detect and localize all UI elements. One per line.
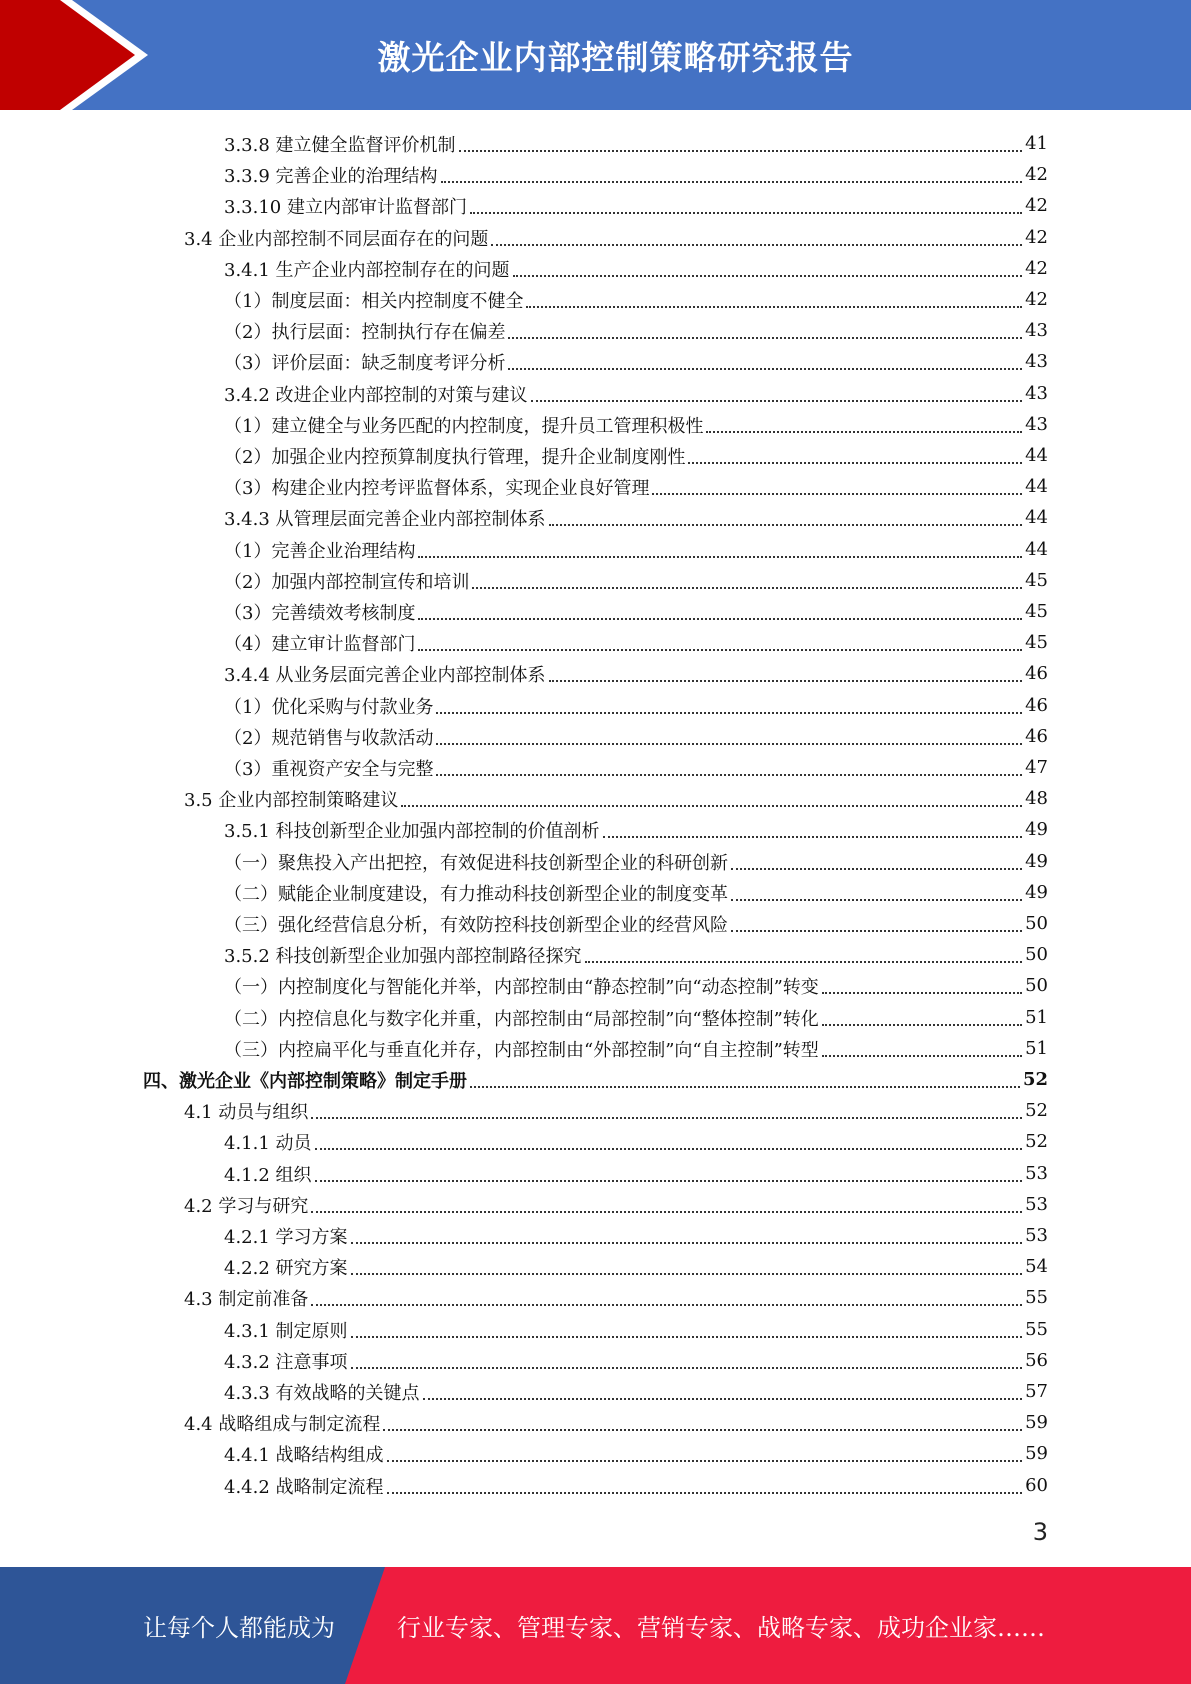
toc-entry[interactable] — [224, 1376, 1048, 1407]
toc-entry-label: （2）规范销售与收款活动 — [224, 727, 434, 749]
toc-entry-page: 56 — [1025, 1350, 1048, 1371]
toc-entry[interactable] — [224, 939, 1048, 970]
toc-entry-label: （一）内控制度化与智能化并举，内部控制由“静态控制”向“动态控制”转变 — [224, 976, 819, 998]
toc-entry-page: 46 — [1025, 663, 1048, 684]
toc-entry-label: 4.1.1 动员 — [224, 1132, 312, 1154]
toc-entry-label: （1）制度层面：相关内控制度不健全 — [224, 290, 524, 312]
toc-entry-page: 59 — [1025, 1443, 1048, 1464]
toc-entry[interactable] — [184, 1095, 1048, 1126]
toc-entry-label: 4.3.1 制定原则 — [224, 1320, 348, 1342]
toc-entry[interactable] — [224, 502, 1048, 533]
toc-entry-page: 55 — [1025, 1319, 1048, 1340]
toc-entry-label: 3.3.8 建立健全监督评价机制 — [224, 134, 456, 156]
toc-leader-dots — [472, 587, 1022, 589]
toc-leader-dots — [470, 212, 1022, 214]
toc-entry-page: 57 — [1025, 1381, 1048, 1402]
toc-entry-page: 44 — [1025, 539, 1048, 560]
toc-entry-label: 4.1.2 组织 — [224, 1164, 312, 1186]
toc-leader-dots — [822, 1024, 1022, 1026]
toc-entry-page: 60 — [1025, 1475, 1048, 1496]
toc-entry-page: 43 — [1025, 351, 1048, 372]
toc-entry-label: （一）聚焦投入产出把控，有效促进科技创新型企业的科研创新 — [224, 852, 728, 874]
toc-entry-page: 52 — [1022, 1069, 1048, 1090]
toc-entry[interactable] — [224, 534, 1048, 565]
toc-entry[interactable] — [224, 1126, 1048, 1157]
footer-slogan-left: 让每个人都能成为 — [143, 1614, 335, 1642]
toc-leader-dots — [311, 1211, 1022, 1213]
toc-entry-page: 59 — [1025, 1412, 1048, 1433]
toc-entry[interactable] — [224, 1314, 1048, 1345]
toc-entry-page: 51 — [1025, 1038, 1048, 1059]
toc-entry-page: 44 — [1025, 476, 1048, 497]
toc-entry-label: （2）执行层面：控制执行存在偏差 — [224, 321, 506, 343]
toc-leader-dots — [387, 1460, 1023, 1462]
toc-entry[interactable] — [224, 1438, 1048, 1469]
toc-leader-dots — [508, 368, 1022, 370]
toc-leader-dots — [315, 1180, 1023, 1182]
toc-leader-dots — [470, 1086, 1020, 1088]
toc-leader-dots — [423, 1398, 1023, 1400]
toc-leader-dots — [491, 244, 1022, 246]
toc-entry-label: 3.3.9 完善企业的治理结构 — [224, 165, 438, 187]
toc-entry-label: （二）赋能企业制度建设，有力推动科技创新型企业的制度变革 — [224, 883, 728, 905]
toc-leader-dots — [315, 1148, 1023, 1150]
toc-entry-label: 3.4.3 从管理层面完善企业内部控制体系 — [224, 508, 546, 530]
toc-entry-page: 44 — [1025, 507, 1048, 528]
toc-leader-dots — [418, 618, 1022, 620]
toc-entry-label: 3.4 企业内部控制不同层面存在的问题 — [184, 228, 489, 250]
toc-entry[interactable] — [224, 846, 1048, 877]
toc-leader-dots — [311, 1117, 1022, 1119]
toc-leader-dots — [731, 899, 1022, 901]
toc-entry-label: （二）内控信息化与数字化并重，内部控制由“局部控制”向“整体控制”转化 — [224, 1008, 819, 1030]
toc-entry[interactable] — [184, 1282, 1048, 1313]
toc-leader-dots — [387, 1492, 1023, 1494]
toc-entry[interactable] — [224, 378, 1048, 409]
toc-leader-dots — [436, 774, 1022, 776]
toc-entry[interactable] — [224, 284, 1048, 315]
footer-slogan-right: 行业专家、管理专家、营销专家、战略专家、成功企业家…… — [397, 1614, 1045, 1642]
toc-entry[interactable] — [224, 565, 1048, 596]
toc-entry-page: 47 — [1025, 757, 1048, 778]
toc-entry[interactable] — [224, 970, 1048, 1001]
toc-entry-page: 43 — [1025, 414, 1048, 435]
toc-entry-page: 50 — [1025, 944, 1048, 965]
toc-entry-label: （三）强化经营信息分析，有效防控科技创新型企业的经营风险 — [224, 914, 728, 936]
toc-entry-page: 43 — [1025, 320, 1048, 341]
toc-entry-label: 4.3 制定前准备 — [184, 1288, 309, 1310]
toc-entry-label: 4.4.1 战略结构组成 — [224, 1444, 384, 1466]
toc-entry[interactable] — [224, 908, 1048, 939]
page-header — [0, 0, 1191, 110]
toc-entry-page: 45 — [1025, 570, 1048, 591]
page-footer — [0, 1567, 1191, 1684]
toc-entry[interactable] — [224, 440, 1048, 471]
toc-entry-label: 4.4.2 战略制定流程 — [224, 1476, 384, 1498]
toc-leader-dots — [351, 1273, 1023, 1275]
toc-entry[interactable] — [224, 1002, 1048, 1033]
toc-leader-dots — [652, 493, 1022, 495]
toc-entry-label: （三）内控扁平化与垂直化并存，内部控制由“外部控制”向“自主控制”转型 — [224, 1039, 819, 1061]
toc-leader-dots — [549, 680, 1023, 682]
toc-entry-page: 45 — [1025, 601, 1048, 622]
toc-entry-label: 4.2.2 研究方案 — [224, 1257, 348, 1279]
toc-entry-page: 45 — [1025, 632, 1048, 653]
toc-leader-dots — [731, 930, 1022, 932]
toc-entry-page: 49 — [1025, 882, 1048, 903]
toc-leader-dots — [311, 1304, 1022, 1306]
toc-entry-label: 4.2 学习与研究 — [184, 1195, 309, 1217]
toc-leader-dots — [822, 992, 1022, 994]
toc-entry-label: 3.4.2 改进企业内部控制的对策与建议 — [224, 384, 528, 406]
toc-leader-dots — [731, 868, 1022, 870]
toc-entry[interactable] — [224, 690, 1048, 721]
toc-entry[interactable] — [224, 1033, 1048, 1064]
toc-entry-page: 50 — [1025, 913, 1048, 934]
toc-leader-dots — [459, 150, 1023, 152]
toc-entry[interactable] — [224, 471, 1048, 502]
toc-entry-page: 51 — [1025, 1007, 1048, 1028]
toc-entry-label: 4.3.2 注意事项 — [224, 1351, 348, 1373]
toc-entry[interactable] — [184, 1189, 1048, 1220]
toc-entry-label: （1）建立健全与业务匹配的内控制度，提升员工管理积极性 — [224, 415, 704, 437]
toc-entry-page: 53 — [1025, 1163, 1048, 1184]
toc-entry[interactable] — [224, 658, 1048, 689]
toc-leader-dots — [585, 961, 1023, 963]
toc-leader-dots — [383, 1429, 1022, 1431]
toc-leader-dots — [436, 743, 1022, 745]
toc-entry[interactable] — [224, 1345, 1048, 1376]
toc-entry-page: 46 — [1025, 726, 1048, 747]
toc-entry[interactable] — [143, 1064, 1048, 1095]
toc-entry-page: 53 — [1025, 1194, 1048, 1215]
toc-leader-dots — [531, 400, 1023, 402]
toc-leader-dots — [418, 556, 1022, 558]
toc-entry-label: （4）建立审计监督部门 — [224, 633, 416, 655]
toc-leader-dots — [418, 649, 1022, 651]
toc-leader-dots — [526, 306, 1022, 308]
toc-entry[interactable] — [224, 190, 1048, 221]
toc-entry-page: 41 — [1025, 133, 1048, 154]
toc-entry-page: 50 — [1025, 975, 1048, 996]
toc-entry-label: 3.5.2 科技创新型企业加强内部控制路径探究 — [224, 945, 582, 967]
toc-leader-dots — [603, 836, 1023, 838]
toc-entry[interactable] — [224, 346, 1048, 377]
toc-entry-label: 3.5.1 科技创新型企业加强内部控制的价值剖析 — [224, 820, 600, 842]
toc-leader-dots — [351, 1336, 1023, 1338]
toc-entry[interactable] — [224, 627, 1048, 658]
toc-entry-page: 49 — [1025, 851, 1048, 872]
toc-entry-page: 42 — [1025, 289, 1048, 310]
toc-entry-page: 49 — [1025, 819, 1048, 840]
toc-entry-label: （2）加强企业内控预算制度执行管理，提升企业制度刚性 — [224, 446, 686, 468]
toc-entry-page: 42 — [1025, 258, 1048, 279]
toc-entry[interactable] — [224, 752, 1048, 783]
toc-entry-label: （2）加强内部控制宣传和培训 — [224, 571, 470, 593]
toc-entry[interactable] — [184, 1407, 1048, 1438]
toc-entry[interactable] — [224, 596, 1048, 627]
toc-entry[interactable] — [184, 222, 1048, 253]
toc-entry[interactable] — [224, 721, 1048, 752]
toc-entry-page: 48 — [1025, 788, 1048, 809]
toc-leader-dots — [441, 181, 1023, 183]
toc-entry-label: 3.4.4 从业务层面完善企业内部控制体系 — [224, 664, 546, 686]
toc-entry-label: （3）评价层面：缺乏制度考评分析 — [224, 352, 506, 374]
toc-entry-label: 4.1 动员与组织 — [184, 1101, 309, 1123]
toc-entry-page: 55 — [1025, 1287, 1048, 1308]
toc-entry[interactable] — [224, 1220, 1048, 1251]
toc-entry-label: 4.4 战略组成与制定流程 — [184, 1413, 381, 1435]
toc-entry-label: （3）重视资产安全与完整 — [224, 758, 434, 780]
toc-leader-dots — [549, 524, 1023, 526]
page-number: 3 — [1032, 1518, 1048, 1546]
toc-leader-dots — [513, 275, 1023, 277]
toc-entry[interactable] — [224, 253, 1048, 284]
toc-leader-dots — [706, 431, 1022, 433]
toc-entry[interactable] — [224, 159, 1048, 190]
toc-entry-page: 53 — [1025, 1225, 1048, 1246]
toc-leader-dots — [401, 805, 1022, 807]
toc-entry-label: （3）完善绩效考核制度 — [224, 602, 416, 624]
toc-entry[interactable] — [224, 1251, 1048, 1282]
toc-entry-page: 43 — [1025, 383, 1048, 404]
toc-entry-page: 42 — [1025, 164, 1048, 185]
toc-leader-dots — [436, 712, 1022, 714]
toc-entry-label: 4.3.3 有效战略的关键点 — [224, 1382, 420, 1404]
toc-entry-page: 54 — [1025, 1256, 1048, 1277]
toc-entry[interactable] — [224, 1158, 1048, 1189]
toc-entry[interactable] — [224, 315, 1048, 346]
toc-leader-dots — [822, 1055, 1022, 1057]
toc-entry-label: （1）完善企业治理结构 — [224, 540, 416, 562]
toc-entry-label: （1）优化采购与付款业务 — [224, 696, 434, 718]
toc-entry-label: 3.3.10 建立内部审计监督部门 — [224, 196, 467, 218]
toc-entry-page: 46 — [1025, 695, 1048, 716]
toc-entry-page: 52 — [1025, 1131, 1048, 1152]
toc-entry[interactable] — [184, 783, 1048, 814]
toc-entry-page: 42 — [1025, 195, 1048, 216]
toc-entry-label: （3）构建企业内控考评监督体系，实现企业良好管理 — [224, 477, 650, 499]
toc-entry-page: 44 — [1025, 445, 1048, 466]
report-title: 激光企业内部控制策略研究报告 — [377, 37, 854, 77]
toc-leader-dots — [351, 1367, 1023, 1369]
toc-entry-label: 3.4.1 生产企业内部控制存在的问题 — [224, 259, 510, 281]
toc-entry[interactable] — [224, 128, 1048, 159]
toc-entry-label: 4.2.1 学习方案 — [224, 1226, 348, 1248]
toc-entry[interactable] — [224, 877, 1048, 908]
toc-entry[interactable] — [224, 1470, 1048, 1501]
toc-entry-label: 3.5 企业内部控制策略建议 — [184, 789, 399, 811]
toc-leader-dots — [351, 1242, 1023, 1244]
toc-entry[interactable] — [224, 409, 1048, 440]
toc-entry[interactable] — [224, 814, 1048, 845]
toc-entry-label: 四、激光企业《内部控制策略》制定手册 — [143, 1070, 467, 1092]
toc-entry-page: 42 — [1025, 227, 1048, 248]
toc-entry-page: 52 — [1025, 1100, 1048, 1121]
toc-leader-dots — [688, 462, 1022, 464]
toc-leader-dots — [508, 337, 1022, 339]
